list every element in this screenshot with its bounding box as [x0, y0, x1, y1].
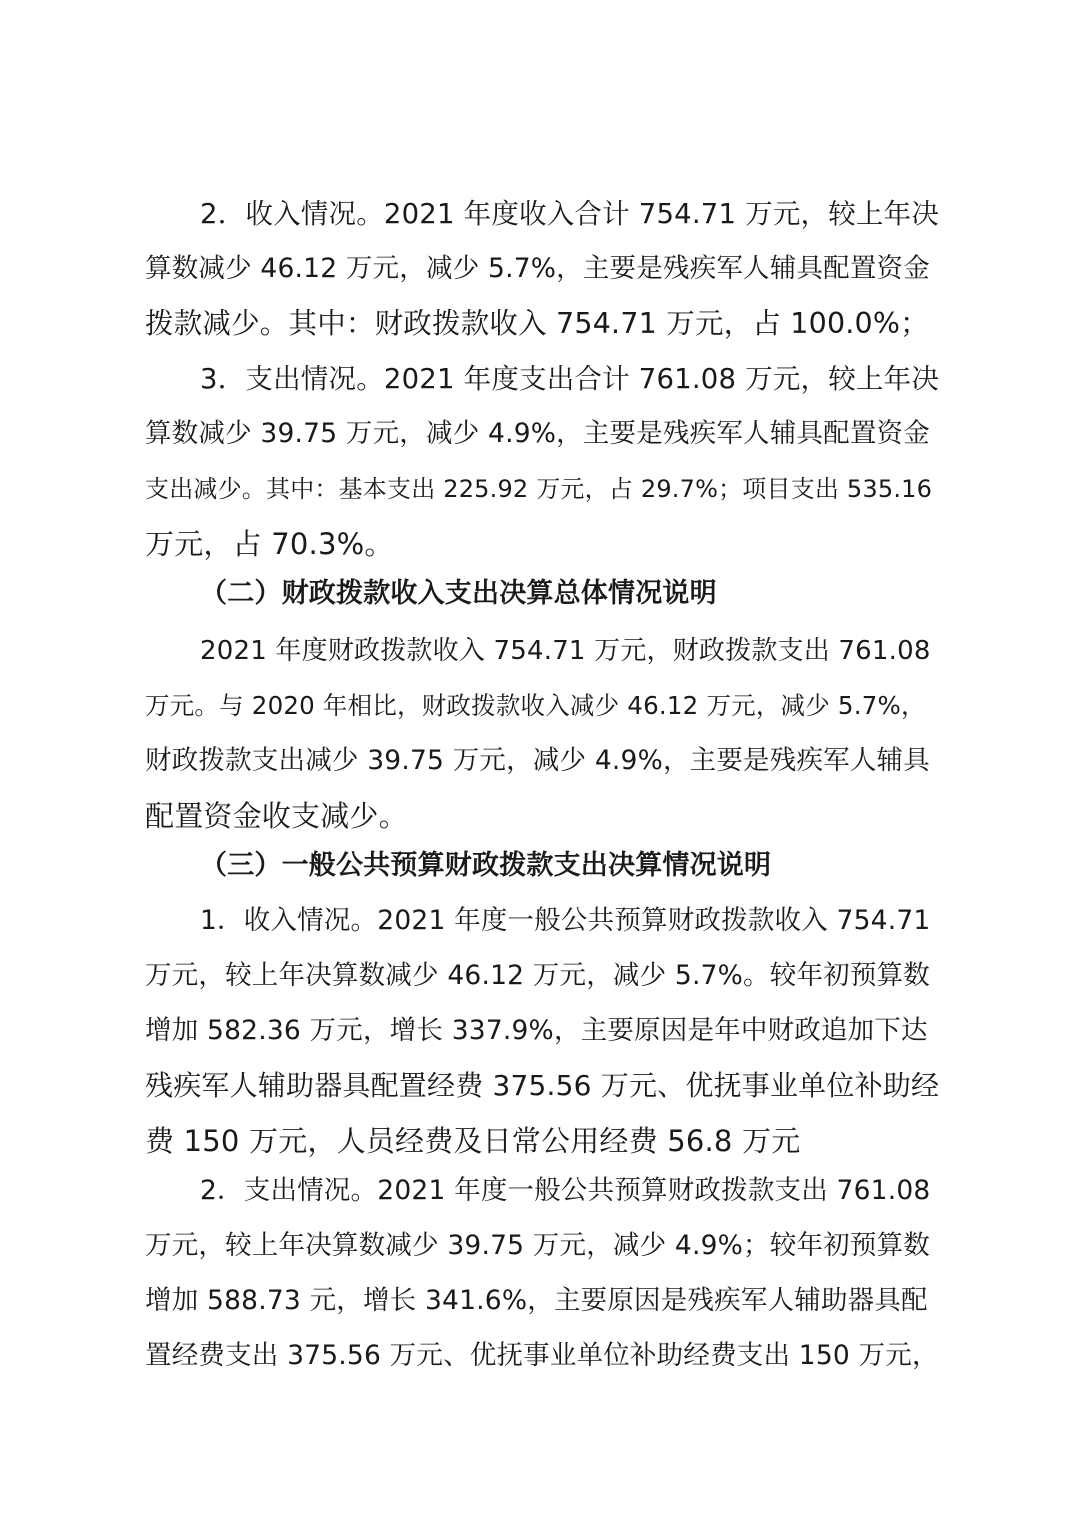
text-line: 置经费支出 375.56 万元、优抚事业单位补助经费支出 150 万元， — [145, 1340, 939, 1371]
text-line: 支出减少。其中：基本支出 225.92 万元，占 29.7%；项目支出 535.16 — [145, 475, 933, 503]
text-line: 增加 588.73 元，增长 341.6%，主要原因是残疾军人辅助器具配 — [145, 1285, 928, 1316]
text-line: 费 150 万元，人员经费及日常公用经费 56.8 万元 — [145, 1124, 801, 1158]
text-line: 算数减少 46.12 万元，减少 5.7%，主要是残疾军人辅具配置资金 — [145, 253, 930, 284]
text-line: 2．收入情况。2021 年度收入合计 754.71 万元，较上年决 — [200, 198, 940, 230]
text-line: 3．支出情况。2021 年度支出合计 761.08 万元，较上年决 — [200, 363, 940, 395]
text-line: 增加 582.36 万元，增长 337.9%，主要原因是年中财政追加下达 — [145, 1015, 928, 1046]
section-heading: （二）财政拨款收入支出决算总体情况说明 — [200, 578, 717, 609]
text-line: 1．收入情况。2021 年度一般公共预算财政拨款收入 754.71 — [200, 905, 931, 936]
text-line: 算数减少 39.75 万元，减少 4.9%，主要是残疾军人辅具配置资金 — [145, 418, 930, 449]
text-line: 万元，占 70.3%。 — [145, 527, 394, 561]
section-heading: （三）一般公共预算财政拨款支出决算情况说明 — [200, 850, 772, 881]
text-line: 万元。与 2020 年相比，财政拨款收入减少 46.12 万元，减少 5.7%， — [145, 691, 926, 720]
text-line: 财政拨款支出减少 39.75 万元，减少 4.9%，主要是残疾军人辅具 — [145, 745, 930, 776]
text-line: 配置资金收支减少。 — [145, 799, 408, 833]
text-line: 2．支出情况。2021 年度一般公共预算财政拨款支出 761.08 — [200, 1175, 931, 1206]
text-line: 万元，较上年决算数减少 39.75 万元，减少 4.9%；较年初预算数 — [145, 1230, 930, 1261]
text-line: 残疾军人辅助器具配置经费 375.56 万元、优抚事业单位补助经 — [145, 1069, 940, 1102]
text-line: 万元，较上年决算数减少 46.12 万元，减少 5.7%。较年初预算数 — [145, 960, 930, 991]
text-line: 拨款减少。其中：财政拨款收入 754.71 万元，占 100.0%； — [145, 307, 929, 340]
text-line: 2021 年度财政拨款收入 754.71 万元，财政拨款支出 761.08 — [200, 636, 931, 666]
